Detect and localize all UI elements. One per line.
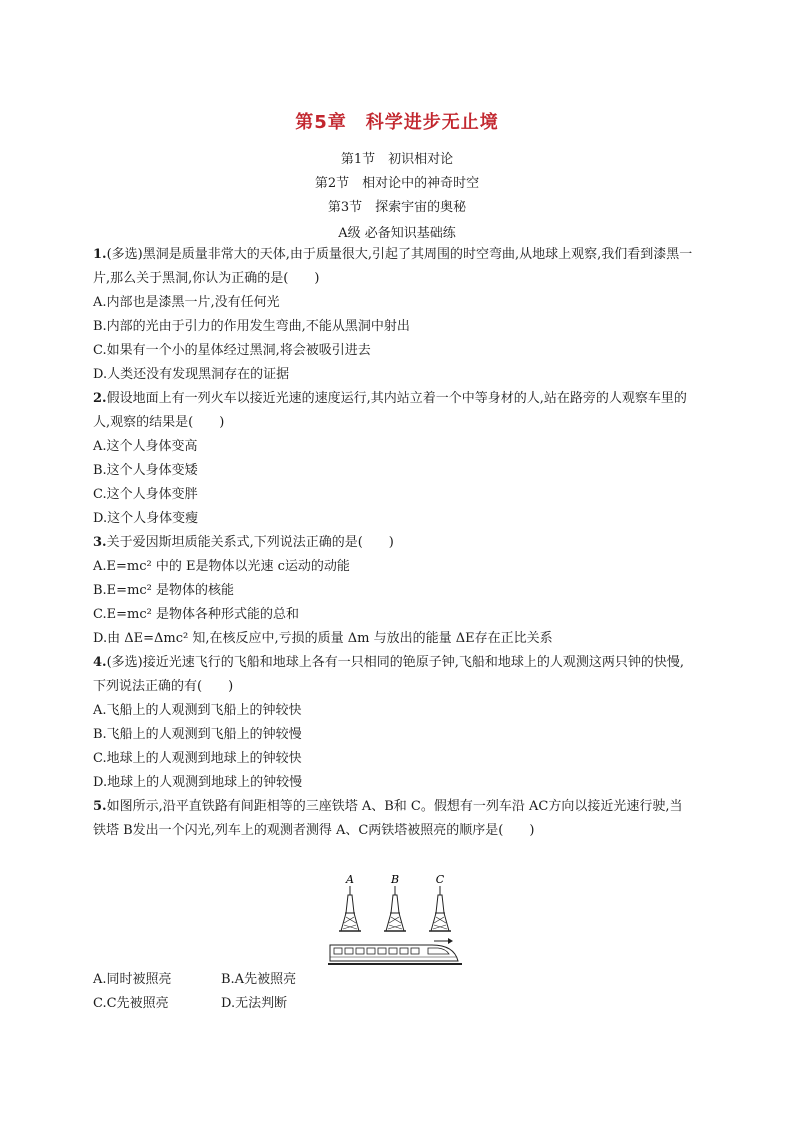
question-4 [93,651,693,699]
option: B.A先被照亮 [221,972,297,987]
option: B.这个人身体变矮 [93,463,198,478]
option: D.地球上的人观测到地球上的钟较慢 [93,775,303,790]
question-number: 2. [93,391,107,406]
option: D.无法判断 [221,996,288,1011]
question-number: 5. [93,799,107,814]
question-stem: (多选)接近光速飞行的飞船和地球上各有一只相同的铯原子钟,飞船和地球上的人观测这两只钟的快慢,下列说法正确的有( ) [93,655,684,694]
question-list [93,243,693,1016]
option: C.地球上的人观测到地球上的钟较快 [93,751,302,766]
chapter-title: 第5章 科学进步无止境 [295,112,499,133]
option: C.C先被照亮 [93,996,169,1011]
question-stem: (多选)黑洞是质量非常大的天体,由于质量很大,引起了其周围的时空弯曲,从地球上观察,我们看到漆黑一片,那么关于黑洞,你认为正确的是( ) [93,247,693,286]
tower-b [384,886,406,931]
tower-label-c: C [435,873,445,886]
train [330,945,458,961]
tower-a [339,886,361,931]
level-heading: A级 必备知识基础练 [338,226,456,241]
option: D.这个人身体变瘦 [93,511,199,526]
tower-train-diagram [328,873,468,968]
option: C.这个人身体变胖 [93,487,198,502]
option: C.E=mc² 是物体各种形式能的总和 [93,607,299,622]
tower-label-b: B [390,873,400,886]
question-3 [93,531,693,555]
question-stem: 关于爱因斯坦质能关系式,下列说法正确的是( ) [106,535,394,550]
question-2 [93,387,693,435]
question-stem: 如图所示,沿平直铁路有间距相等的三座铁塔 A、B和 C。假想有一列车沿 AC方向以接近光速行驶,当铁塔 B发出一个闪光,列车上的观测者测得 A、C两铁塔被照亮的顺序是( ) [93,799,683,838]
section-2-title: 第2节 相对论中的神奇时空 [314,176,480,191]
option: B.E=mc² 是物体的核能 [93,583,235,598]
question-number: 1. [93,247,107,262]
question-number: 3. [93,535,107,550]
question-5-options-row-2 [93,992,693,1016]
question-1 [93,243,693,291]
tower-train-figure [328,873,468,968]
question-stem: 假设地面上有一列火车以接近光速的速度运行,其内站立着一个中等身材的人,站在路旁的人观察车里的人,观察的结果是( ) [93,391,687,430]
option: A.这个人身体变高 [93,439,198,454]
question-number: 4. [93,655,107,670]
option: B.内部的光由于引力的作用发生弯曲,不能从黑洞中射出 [93,319,410,334]
option: C.如果有一个小的星体经过黑洞,将会被吸引进去 [93,343,371,358]
motion-arrow [434,938,453,944]
question-5-options-row-1 [93,968,693,992]
section-3-title: 第3节 探索宇宙的奥秘 [327,200,467,215]
question-5 [93,795,693,843]
option: D.由 ΔE=Δmc² 知,在核反应中,亏损的质量 Δm 与放出的能量 ΔE存在正比关系 [93,631,553,646]
option: A.E=mc² 中的 E是物体以光速 c运动的动能 [93,559,350,574]
option: A.飞船上的人观测到飞船上的钟较快 [93,703,302,718]
option: A.内部也是漆黑一片,没有任何光 [93,295,280,310]
tower-label-a: A [346,873,354,886]
tower-c [429,886,451,931]
section-1-title: 第1节 初识相对论 [340,152,454,167]
option: B.飞船上的人观测到飞船上的钟较慢 [93,727,302,742]
option: A.同时被照亮 [93,972,172,987]
option: D.人类还没有发现黑洞存在的证据 [93,367,290,382]
